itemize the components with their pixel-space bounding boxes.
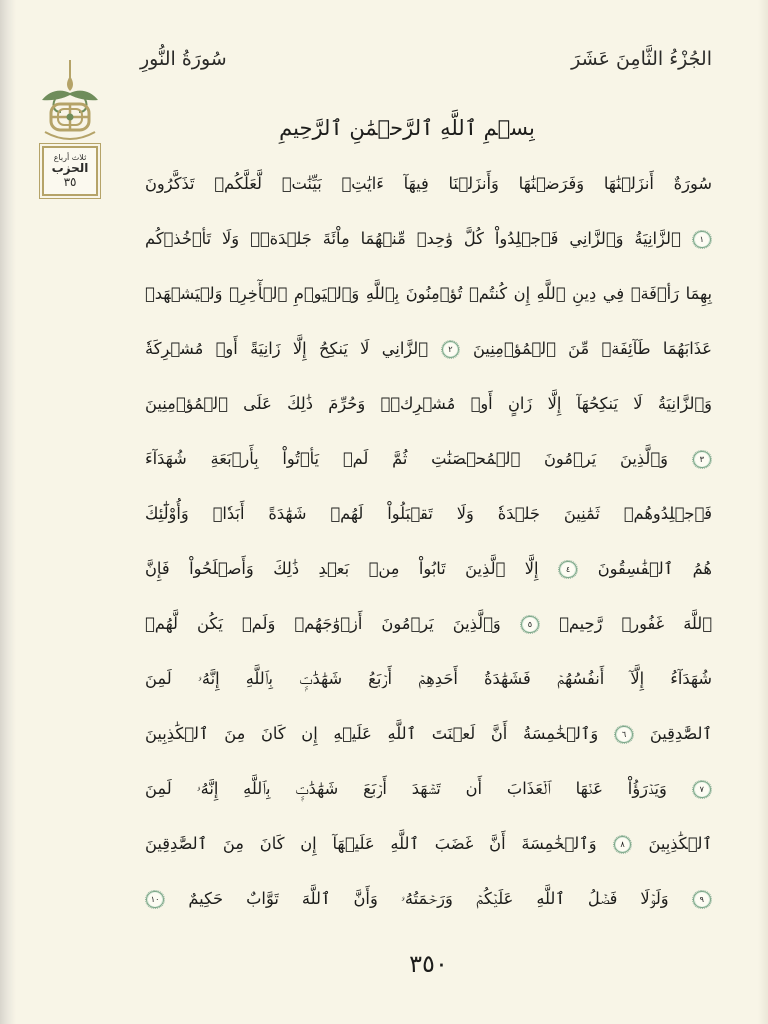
hizb-ornament-icon [37,60,103,144]
ayah-number: ٣ [699,454,705,465]
verse-text: سُورَةٌ أَنزَلۡنَٰهَا وَفَرَضۡنَٰهَا وَأَنزَلۡنَا فِيهَآ ءَايَٰتِۭ بَيِّنَٰتٖ لَّعَلَّكُمۡ تَذَكَّرُونَ [145,174,712,193]
hizb-marker [42,146,98,196]
verse-text: شُهَدَآءُ إِلَّآ أَنفُسُهُمۡ فَشَهَٰدَةُ أَحَدِهِمۡ أَرۡبَعُ شَهَٰدَٰتِۭ بِٱللَّهِ إِنَّهُۥ لَمِنَ [145,669,712,688]
mushaf-line [145,596,712,651]
ayah-number: ١ [699,234,705,245]
ayah-end-marker[interactable] [693,891,711,909]
mushaf-line [145,211,712,266]
ayah-number: ٩ [699,894,705,905]
ayah-end-marker[interactable] [693,451,711,469]
surah-title: سُورَةُ النُّورِ [140,48,227,70]
mushaf-line [145,541,712,596]
mushaf-line [145,761,712,816]
ayah-number: ٨ [620,839,625,850]
mushaf-line [145,376,712,431]
verse-text: ٱلزَّانِيَةُ وَٱلزَّانِي فَٱجۡلِدُواْ كُلَّ وَٰحِدٖ مِّنۡهُمَا مِاْئَةَ جَلۡدَةٖۖ وَلَا تَأۡخُذۡكُم [145,229,681,248]
ayah-end-marker[interactable] [442,341,460,359]
hizb-label: الحزب [51,160,89,175]
hizb-number: ٣٥ [63,174,77,189]
basmala: بِسۡمِ ٱللَّهِ ٱلرَّحۡمَٰنِ ٱلرَّحِيمِ [279,116,535,140]
ayah-number: ٤ [565,564,571,575]
mushaf-line [145,156,712,211]
verse-text: بِهِمَا رَأۡفَةٞ فِي دِينِ ٱللَّهِ إِن كُنتُمۡ تُؤۡمِنُونَ بِٱللَّهِ وَٱلۡيَوۡمِ ٱلۡأٓخِرِۖ وَلۡيَشۡهَدۡ [145,284,712,303]
juz-title: الجُزْءُ الثَّامِنَ عَشَرَ [571,48,712,70]
ayah-number: ٦ [621,729,627,740]
verse-text: وَيَدۡرَؤُاْ عَنۡهَا ٱلۡعَذَابَ أَن تَشۡهَدَ أَرۡبَعَ شَهَٰدَٰتِۭ بِٱللَّهِ إِنَّهُۥ لَمِنَ [145,779,667,798]
ayah-number: ٢ [448,344,453,355]
ayah-number: ١٠ [150,894,160,905]
mushaf-line [145,431,712,486]
verse-text: هُمُ ٱلۡفَٰسِقُونَ [597,559,713,578]
ayah-end-marker[interactable] [521,616,539,634]
verse-text: وَلَوۡلَا فَضۡلُ ٱللَّهِ عَلَيۡكُمۡ وَرَحۡمَتُهُۥ وَأَنَّ ٱللَّهَ تَوَّابٌ حَكِيمٌ [188,889,669,908]
verse-text: فَٱجۡلِدُوهُمۡ ثَمَٰنِينَ جَلۡدَةٗ وَلَا تَقۡبَلُواْ لَهُمۡ شَهَٰدَةً أَبَدٗاۚ وَأُوْلَٰٓئِكَ [145,504,712,523]
page-number: ٣٥٠ [409,950,448,978]
verse-text: وَٱلۡخَٰمِسَةَ أَنَّ غَضَبَ ٱللَّهِ عَلَيۡهَآ إِن كَانَ مِنَ ٱلصَّٰدِقِينَ [145,834,597,853]
ayah-end-marker[interactable] [614,836,632,854]
verse-text: ٱلۡكَٰذِبِينَ [648,834,712,853]
page-edge-right [758,0,768,1024]
verse-text: إِلَّا ٱلَّذِينَ تَابُواْ مِنۢ بَعۡدِ ذَٰلِكَ وَأَصۡلَحُواْ فَإِنَّ [145,559,539,578]
ayah-end-marker[interactable] [693,781,711,799]
ayah-number: ٧ [699,784,705,795]
mushaf-line [145,651,712,706]
verse-text: وَٱلَّذِينَ يَرۡمُونَ أَزۡوَٰجَهُمۡ وَلَمۡ يَكُن لَّهُمۡ [145,614,501,633]
mushaf-line [145,321,712,376]
verse-text: ٱلصَّٰدِقِينَ [649,724,712,743]
verse-text: وَٱلَّذِينَ يَرۡمُونَ ٱلۡمُحۡصَنَٰتِ ثُمَّ لَمۡ يَأۡتُواْ بِأَرۡبَعَةِ شُهَدَآءَ [145,449,668,468]
ayah-end-marker[interactable] [615,726,633,744]
hizb-fraction-label: ثلاث أرباع [53,152,87,162]
mushaf-line [145,706,712,761]
verse-text: وَٱلزَّانِيَةُ لَا يَنكِحُهَآ إِلَّا زَانٍ أَوۡ مُشۡرِكٞۚ وَحُرِّمَ ذَٰلِكَ عَلَى ٱلۡمُؤۡمِنِينَ [145,394,712,413]
ayah-end-marker[interactable] [146,891,164,909]
ayah-number: ٥ [527,619,533,630]
mushaf-line [145,816,712,871]
verse-text: وَٱلۡخَٰمِسَةُ أَنَّ لَعۡنَتَ ٱللَّهِ عَلَيۡهِ إِن كَانَ مِنَ ٱلۡكَٰذِبِينَ [145,724,599,743]
verse-text: ٱللَّهَ غَفُورٞ رَّحِيمٞ [559,614,713,633]
ayah-end-marker[interactable] [693,231,711,249]
ayah-end-marker[interactable] [559,561,577,579]
mushaf-line [145,871,712,926]
mushaf-line [145,486,712,541]
verse-text: ٱلزَّانِي لَا يَنكِحُ إِلَّا زَانِيَةً أَوۡ مُشۡرِكَةٗ [145,339,428,358]
quran-text [145,156,712,926]
page-edge-left [0,0,16,1024]
verse-text: عَذَابَهُمَا طَآئِفَةٞ مِّنَ ٱلۡمُؤۡمِنِينَ [472,339,712,358]
mushaf-line [145,266,712,321]
